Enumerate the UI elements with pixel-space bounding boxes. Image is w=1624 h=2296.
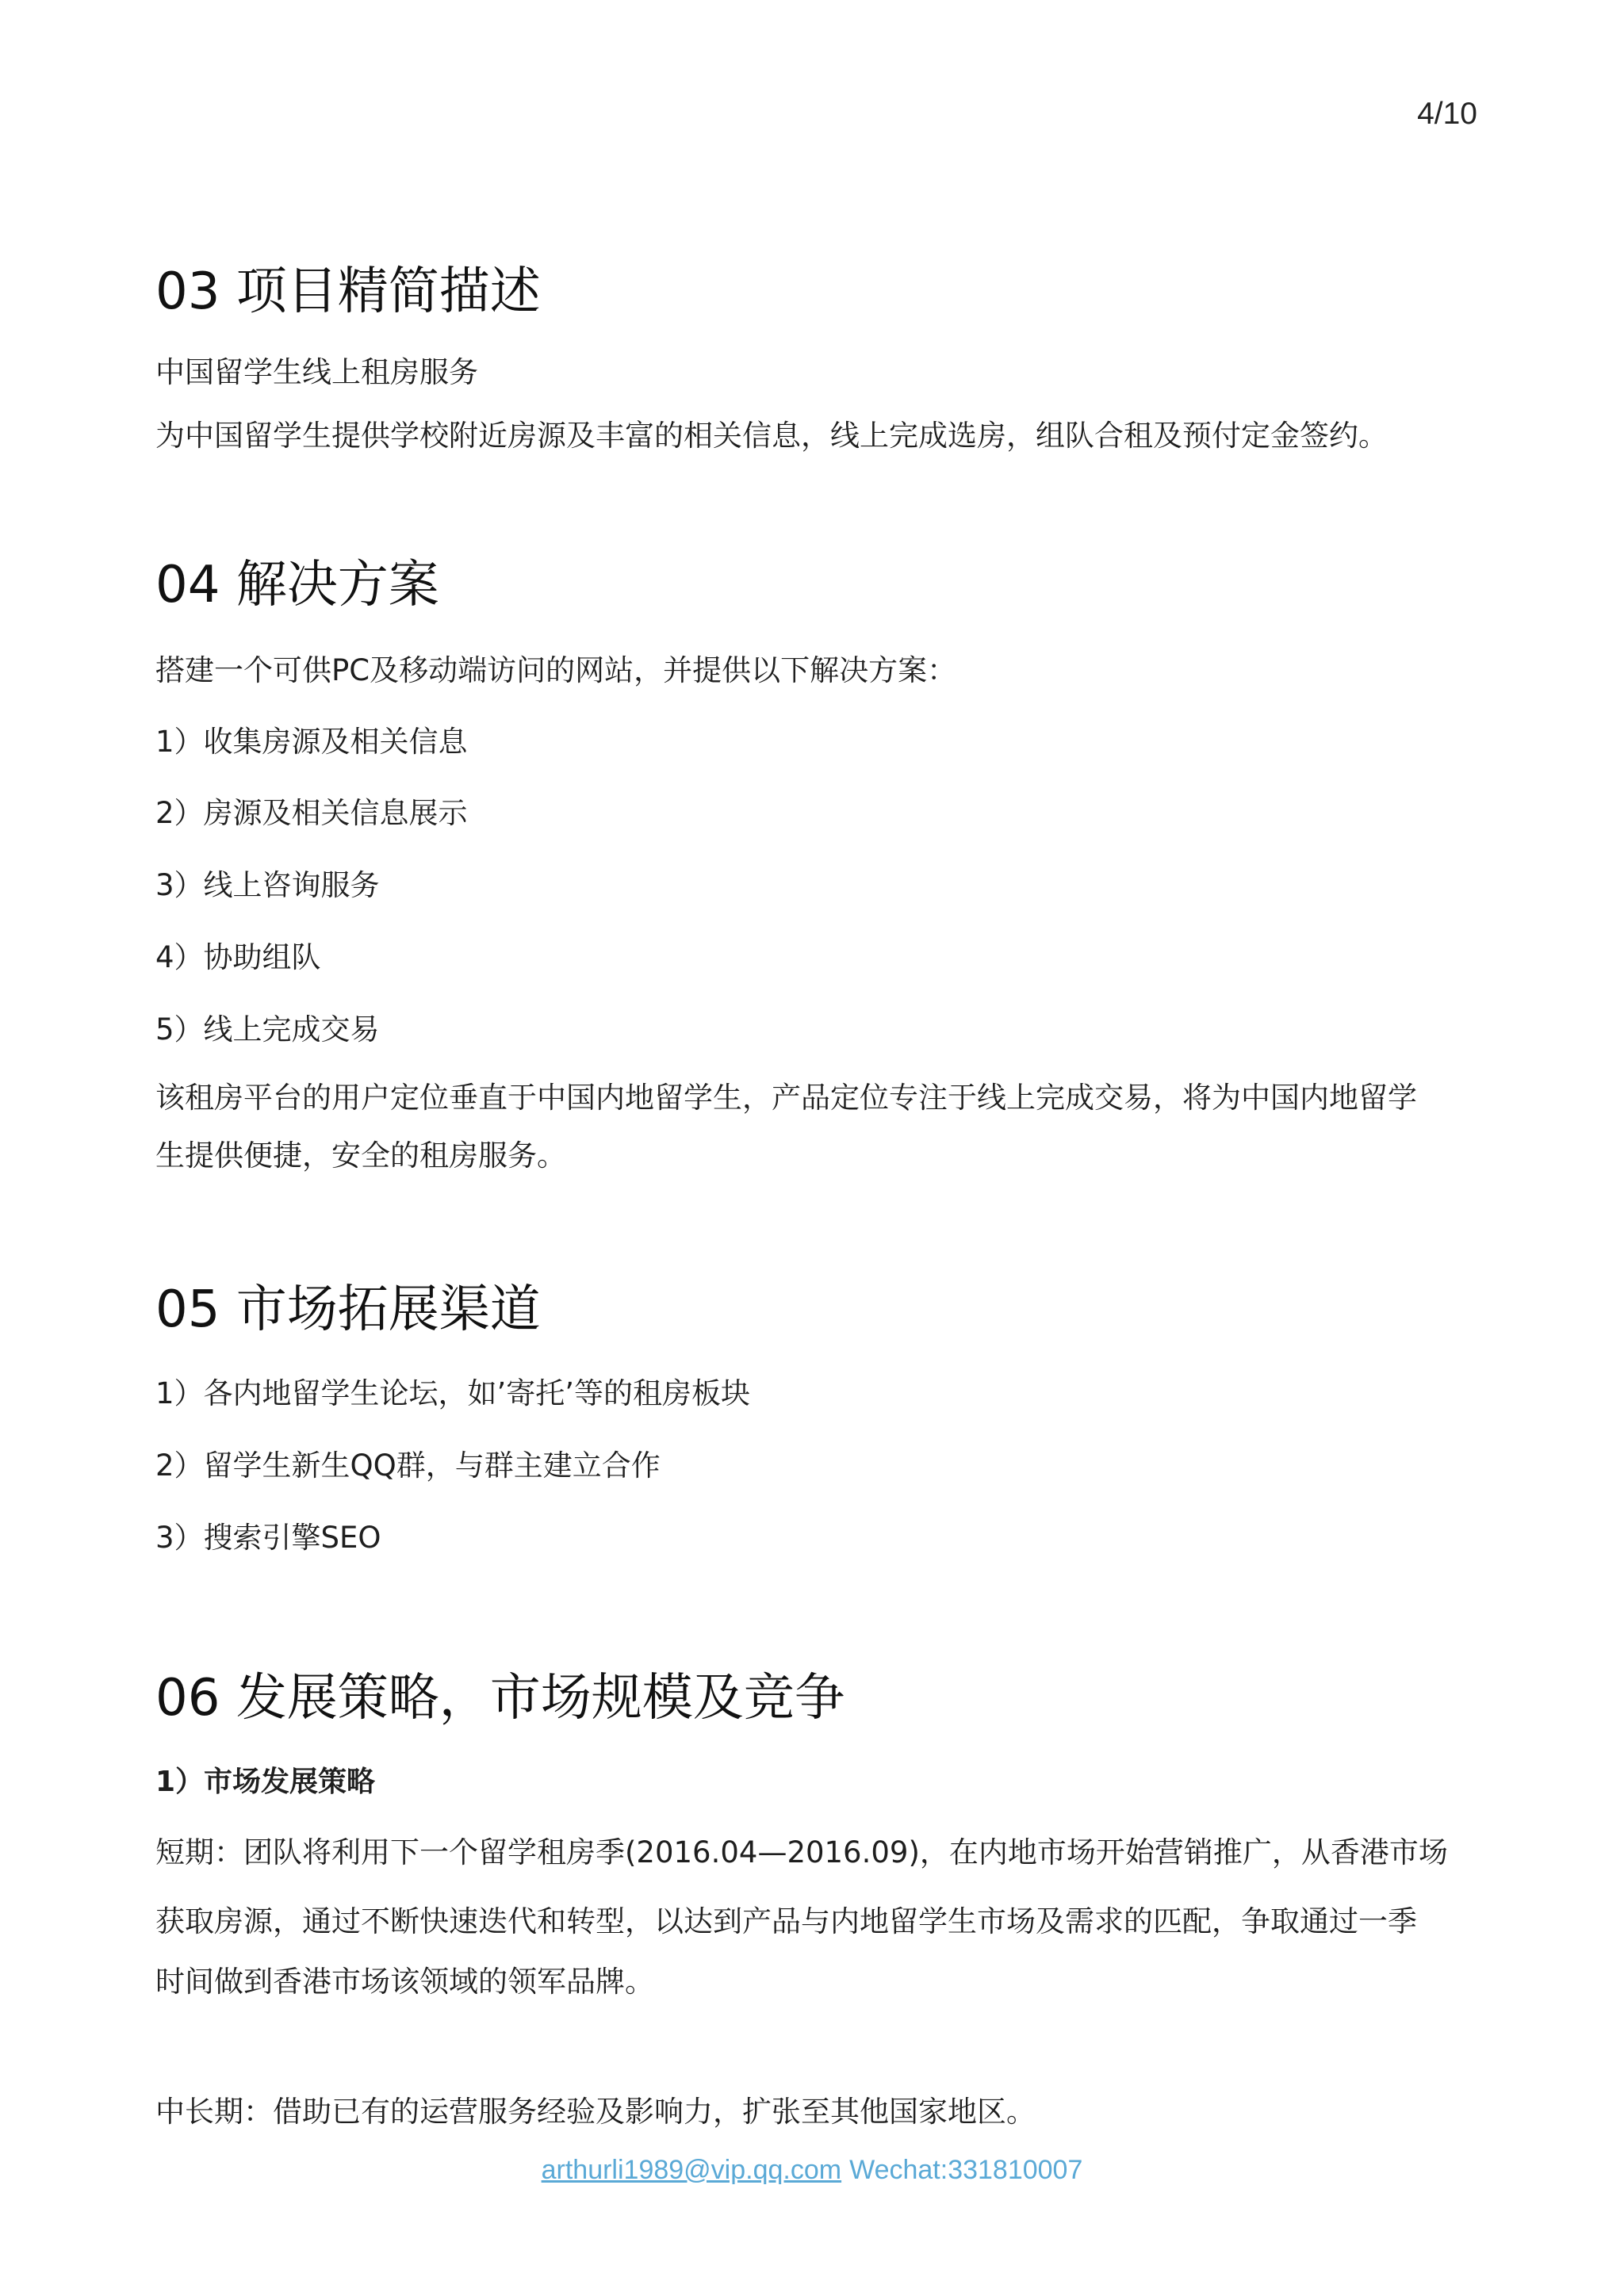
list-item: 1）收集房源及相关信息: [155, 725, 468, 759]
list-item: 1）各内地留学生论坛，如’寄托’等的租房板块: [155, 1376, 751, 1410]
short-term-line: 获取房源，通过不断快速迭代和转型，以达到产品与内地留学生市场及需求的匹配，争取通过一季: [155, 1904, 1417, 1938]
section-04-summary: 生提供便捷，安全的租房服务。: [155, 1138, 566, 1173]
section-06-title: 06 发展策略，市场规模及竞争: [155, 1669, 845, 1728]
section-03-line: 中国留学生线上租房服务: [155, 355, 478, 389]
email-link[interactable]: arthurli1989@vip.qq.com: [541, 2155, 842, 2185]
list-item: 3）线上咨询服务: [155, 868, 380, 902]
section-05-title: 05 市场拓展渠道: [155, 1280, 541, 1339]
footer-contact: [0, 2155, 1624, 2186]
section-04-title: 04 解决方案: [155, 556, 439, 614]
section-03-line: 为中国留学生提供学校附近房源及丰富的相关信息，线上完成选房，组队合租及预付定金签约。: [155, 419, 1388, 453]
short-term-line: 短期：团队将利用下一个留学租房季(2016.04—2016.09)，在内地市场开始营销推广，从香港市场: [155, 1835, 1448, 1869]
list-item: 5）线上完成交易: [155, 1012, 380, 1047]
short-term-line: 时间做到香港市场该领域的领军品牌。: [155, 1965, 654, 1999]
section-04-summary: 该租房平台的用户定位垂直于中国内地留学生，产品定位专注于线上完成交易，将为中国内地留学: [155, 1081, 1417, 1115]
list-item: 3）搜索引擎SEO: [155, 1521, 381, 1555]
list-item: 2）房源及相关信息展示: [155, 796, 468, 830]
list-item: 2）留学生新生QQ群，与群主建立合作: [155, 1448, 661, 1483]
wechat-id: Wechat:331810007: [849, 2155, 1083, 2185]
list-item: 4）协助组队: [155, 940, 321, 974]
section-04-intro: 搭建一个可供PC及移动端访问的网站，并提供以下解决方案：: [155, 653, 957, 687]
long-term-line: 中长期：借助已有的运营服务经验及影响力，扩张至其他国家地区。: [155, 2095, 1036, 2129]
section-03-title: 03 项目精简描述: [155, 262, 541, 321]
page-number: 4/10: [1417, 97, 1477, 131]
section-06-subheading: 1）市场发展策略: [155, 1766, 376, 1798]
